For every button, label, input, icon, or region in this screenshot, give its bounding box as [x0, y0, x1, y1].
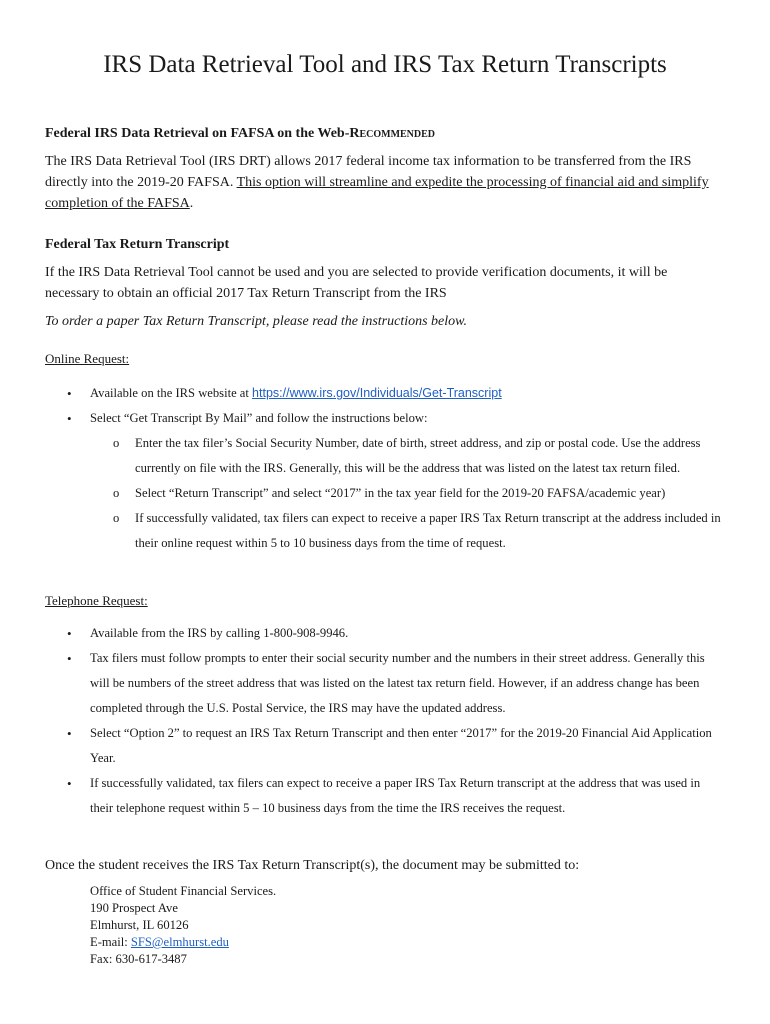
drt-paragraph: [45, 151, 725, 214]
online-sub-item-3: If successfully validated, tax filers can expect to receive a paper IRS Tax Return transcript at the address included in their online request within 5 to 10 business days from the time of request.: [135, 511, 721, 550]
office-city: Elmhurst, IL 60126: [90, 918, 189, 932]
transcript-paragraph: If the IRS Data Retrieval Tool cannot be used and you are selected to provide verification documents, it will be necessary to obtain an official 2017 Tax Return Transcript from the IRS: [45, 265, 668, 301]
telephone-item-4: If successfully validated, tax filers can expect to receive a paper IRS Tax Return transcript at the address that was used in their telephone request within 5 – 10 business days from the time the IRS receives the request.: [90, 776, 701, 815]
online-bullet-2-text: Select “Get Transcript By Mail” and follow the instructions below:: [90, 411, 428, 425]
drt-heading-recommended: ecommended: [359, 126, 436, 141]
bullet-marker: •: [67, 626, 72, 641]
office-street: 190 Prospect Ave: [90, 901, 178, 915]
online-bullet-1-text: Available on the IRS website at: [90, 386, 253, 400]
list-item: [45, 621, 725, 646]
office-address: [90, 883, 276, 968]
sub-list-item: [90, 431, 725, 481]
list-item: [45, 381, 725, 406]
irs-transcript-link[interactable]: https://www.irs.gov/Individuals/Get-Transcript: [252, 386, 502, 400]
online-sub-item-1: Enter the tax filer’s Social Security Number, date of birth, street address, and zip or postal code. Use the address currently on file with the IRS. Generally, this will be the address that was listed on the latest tax return filed.: [135, 436, 701, 475]
online-sub-item-2: Select “Return Transcript” and select “2017” in the tax year field for the 2019-20 FAFSA/academic year): [135, 486, 666, 500]
page-title: IRS Data Retrieval Tool and IRS Tax Return Transcripts: [103, 51, 667, 78]
telephone-item-2: Tax filers must follow prompts to enter their social security number and the numbers in their street address. Generally this will be numbers of the street address that was listed on the latest tax return field. However, if an address change has been completed through the U.S. Postal Service, the IRS may have the updated address.: [90, 651, 705, 715]
sub-list-item: [90, 481, 725, 506]
office-email-line: [90, 934, 276, 951]
telephone-request-list: [45, 621, 725, 821]
transcript-heading: Federal Tax Return Transcript: [45, 237, 230, 252]
closing-statement: Once the student receives the IRS Tax Return Transcript(s), the document may be submitted to:: [45, 858, 580, 873]
sub-bullet-marker: o: [113, 436, 120, 450]
office-fax: Fax: 630-617-3487: [90, 952, 187, 966]
bullet-marker: •: [67, 386, 72, 401]
email-label: E-mail:: [90, 935, 131, 949]
email-link[interactable]: SFS@elmhurst.edu: [130, 935, 229, 949]
sub-bullet-marker: o: [113, 511, 120, 525]
bullet-marker: •: [67, 411, 72, 426]
drt-body-end: .: [189, 196, 194, 211]
sub-list-item: [90, 506, 725, 556]
office-name: Office of Student Financial Services.: [90, 884, 277, 898]
drt-body-underlined: This option will streamline and expedite the processing of financial aid and simplify completion of the FAFSA: [45, 175, 709, 211]
list-item: [45, 406, 725, 556]
list-item: [45, 721, 725, 771]
drt-body-text: The IRS Data Retrieval Tool (IRS DRT) allows 2017 federal income tax information to be transferred from the IRS directly into the 2019-20 FAFSA.: [45, 154, 692, 190]
sub-bullet-marker: o: [113, 486, 120, 500]
transcript-instructions: To order a paper Tax Return Transcript, please read the instructions below.: [45, 314, 467, 329]
online-request-label: Online Request:: [45, 351, 130, 366]
drt-heading: [45, 124, 435, 144]
telephone-item-1: Available from the IRS by calling 1-800-908-9946.: [90, 626, 349, 640]
list-item: [45, 646, 725, 721]
bullet-marker: •: [67, 651, 72, 666]
drt-heading-main: Federal IRS Data Retrieval on FAFSA on the Web-R: [45, 126, 360, 141]
online-sub-list: [90, 431, 725, 556]
telephone-item-3: Select “Option 2” to request an IRS Tax Return Transcript and then enter “2017” for the 2019-20 Financial Aid Application Year.: [90, 726, 712, 765]
bullet-marker: •: [67, 726, 72, 741]
online-request-list: [45, 381, 725, 556]
telephone-request-label: Telephone Request:: [45, 593, 148, 608]
list-item: [45, 771, 725, 821]
bullet-marker: •: [67, 776, 72, 791]
